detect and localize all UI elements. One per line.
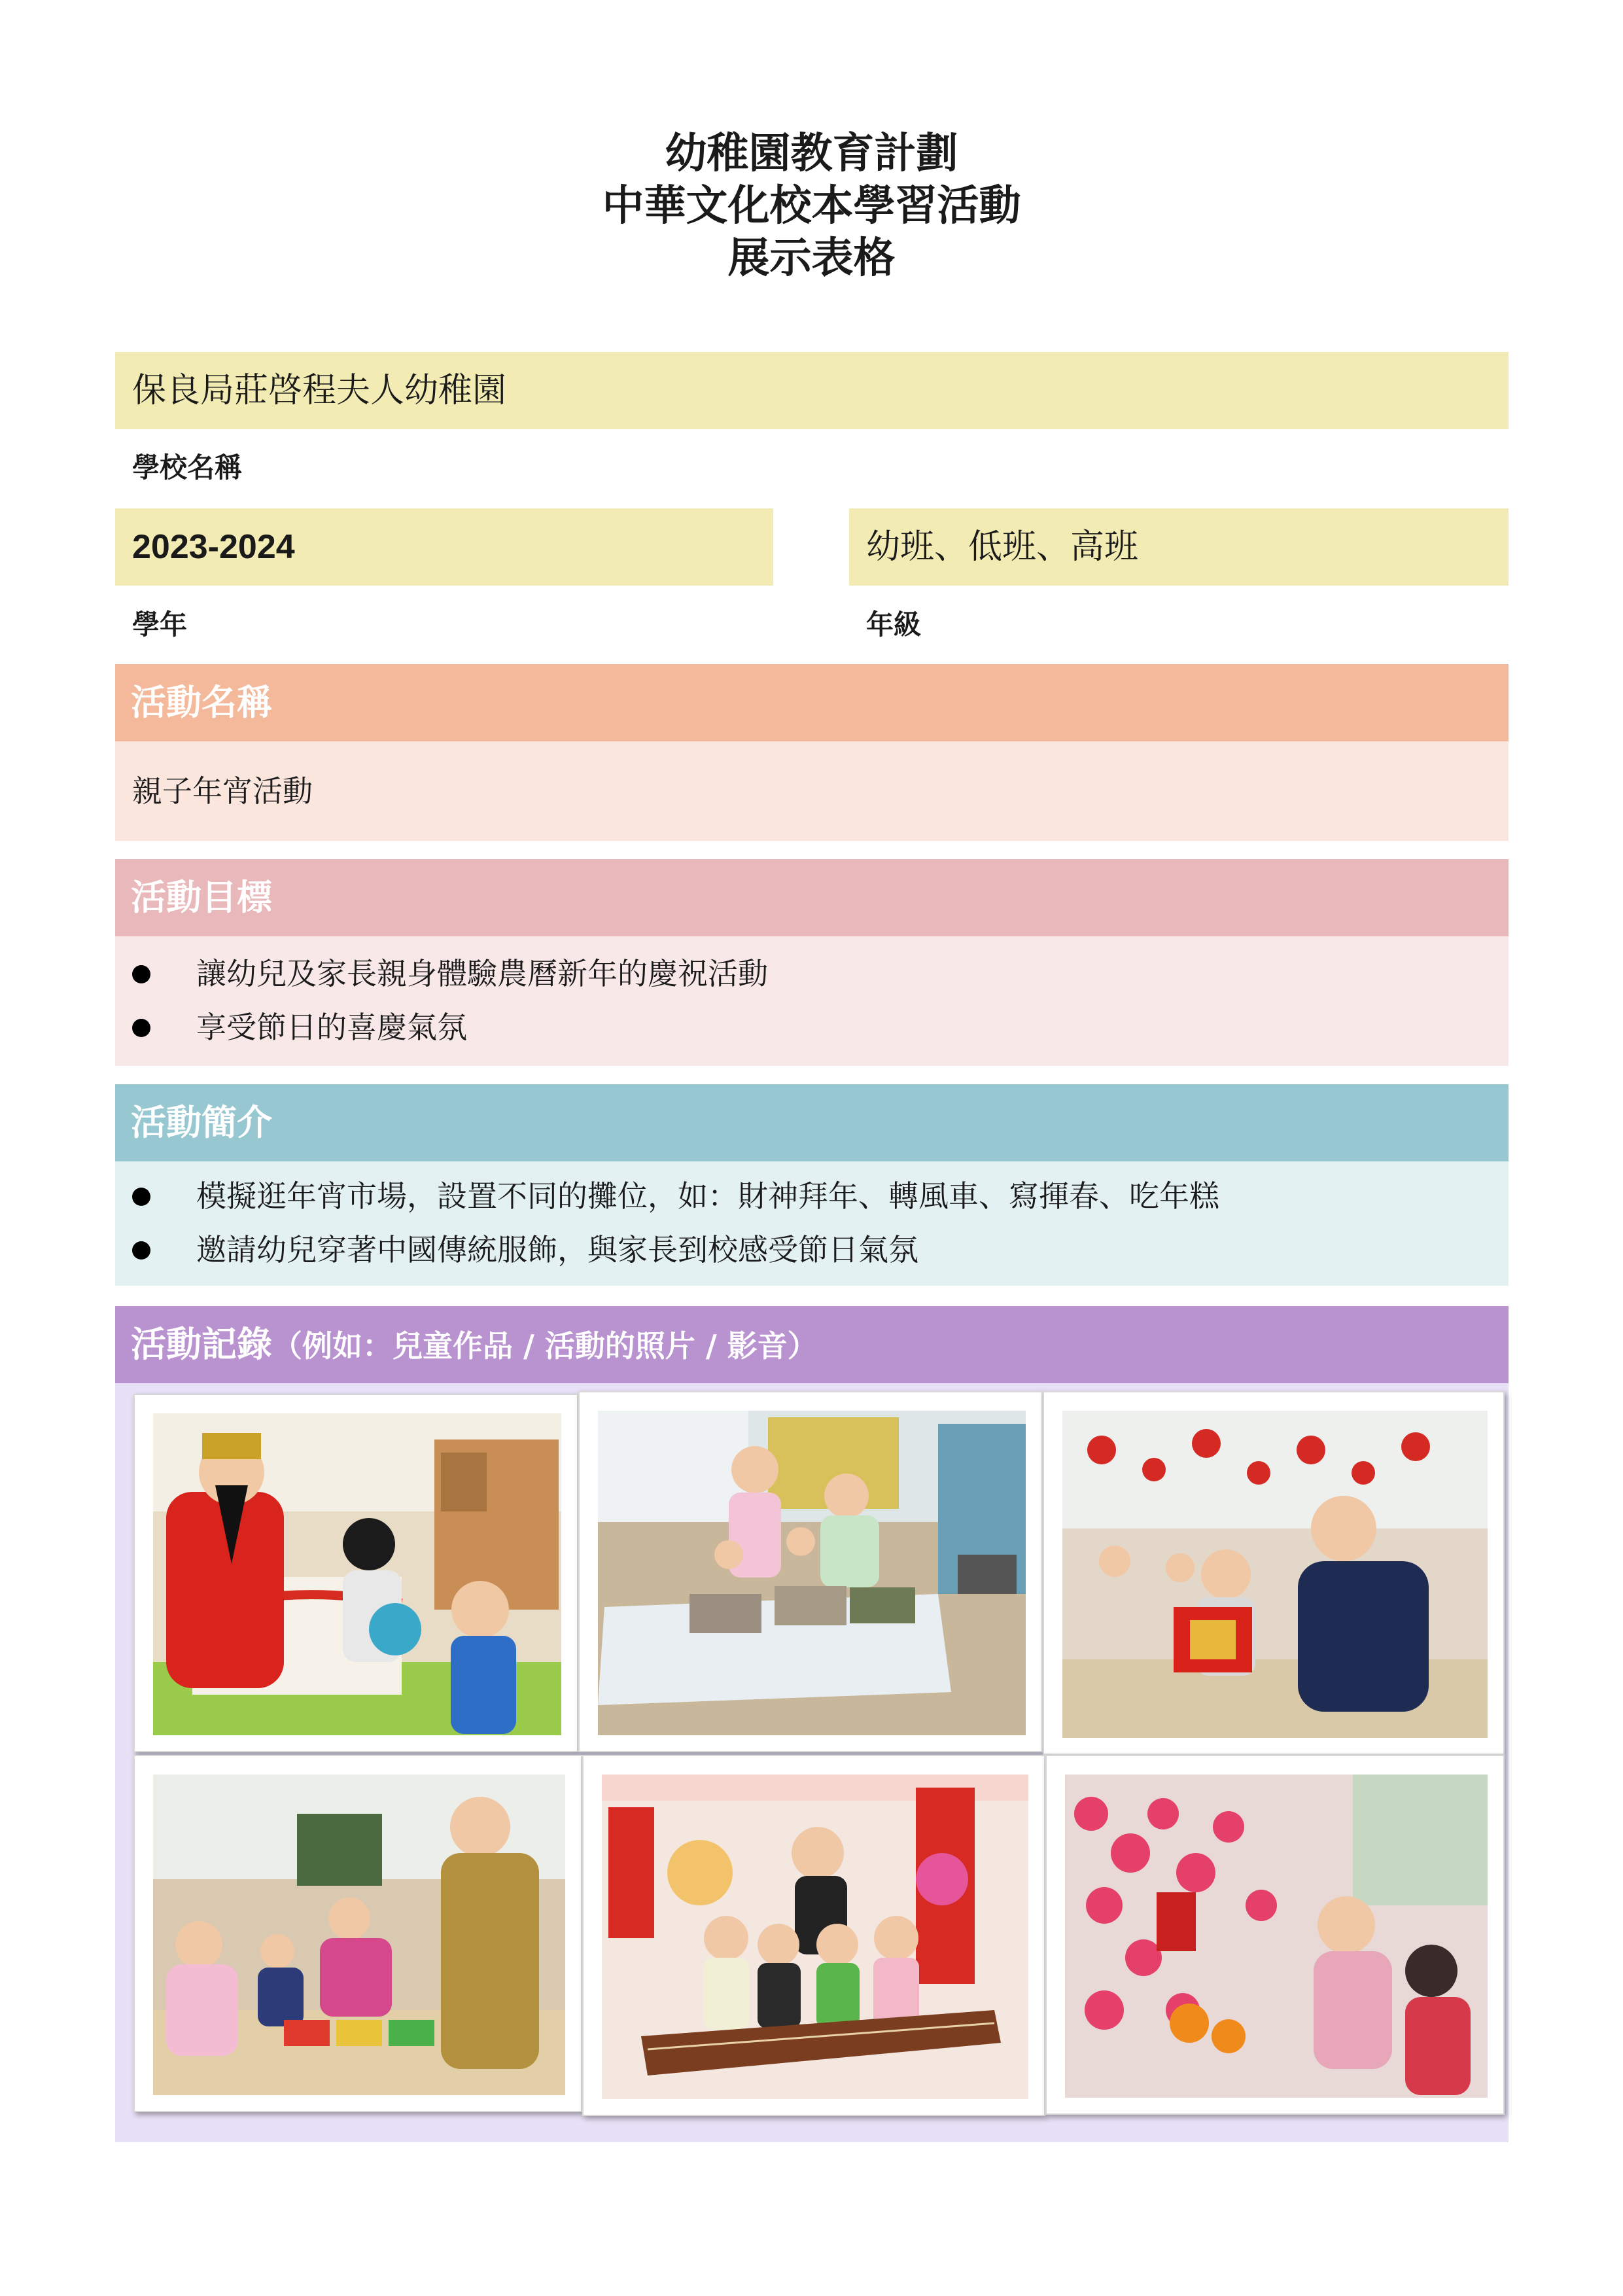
- photo-god-of-wealth-image: [153, 1413, 561, 1735]
- title-line-3: 展示表格: [727, 234, 896, 283]
- activity-name-heading: 活動名稱: [115, 664, 1509, 741]
- records-heading: [115, 1306, 1509, 1383]
- activity-name-value: 親子年宵活動: [115, 741, 1509, 841]
- intro-list: [115, 1169, 1509, 1277]
- page-title: [0, 128, 1623, 285]
- activity-photo-plum-blossom: [1045, 1755, 1505, 2115]
- intro-item: 模擬逛年宵市場，設置不同的攤位，如：財神拜年、轉風車、寫揮春、吃年糕: [115, 1169, 1509, 1223]
- intro-item: 邀請幼兒穿著中國傳統服飾，與家長到校感受節日氣氛: [115, 1223, 1509, 1277]
- activity-photo-couplet: [1043, 1391, 1505, 1755]
- intro-heading: 活動簡介: [115, 1084, 1509, 1161]
- objective-item: 讓幼兒及家長親身體驗農曆新年的慶祝活動: [115, 947, 1509, 1000]
- activity-photo-windmill: [133, 1755, 582, 2112]
- intro-body: [115, 1161, 1509, 1286]
- title-line-2: 中華文化校本學習活動: [602, 182, 1021, 230]
- records-heading-main: 活動記錄: [131, 1324, 272, 1365]
- title-line-1: 幼稚園教育計劃: [665, 130, 958, 178]
- objectives-list: [115, 947, 1509, 1054]
- activity-photo-god-of-wealth: [133, 1394, 578, 1752]
- records-heading-sub: （例如：兒童作品 / 活動的照片 / 影音）: [272, 1328, 818, 1364]
- objectives-heading: 活動目標: [115, 859, 1509, 936]
- school-name-field: 保良局莊啓程夫人幼稚園: [115, 352, 1509, 429]
- photo-rice-cake-image: [598, 1411, 1026, 1735]
- grade-label: 年級: [866, 609, 922, 641]
- activity-photo-rice-cake: [578, 1391, 1043, 1752]
- school-year-label: 學年: [132, 609, 188, 641]
- school-name-label: 學校名稱: [132, 451, 243, 484]
- objectives-body: [115, 936, 1509, 1066]
- photo-windmill-image: [153, 1775, 565, 2095]
- activity-photo-guzheng: [582, 1755, 1045, 2116]
- grade-field: 幼班、低班、高班: [849, 508, 1509, 586]
- photo-guzheng-image: [602, 1775, 1028, 2099]
- school-year-field: 2023-2024: [115, 508, 773, 586]
- photo-plum-blossom-image: [1065, 1775, 1488, 2098]
- objective-item: 享受節日的喜慶氣氛: [115, 1000, 1509, 1054]
- photo-couplet-image: [1062, 1411, 1488, 1738]
